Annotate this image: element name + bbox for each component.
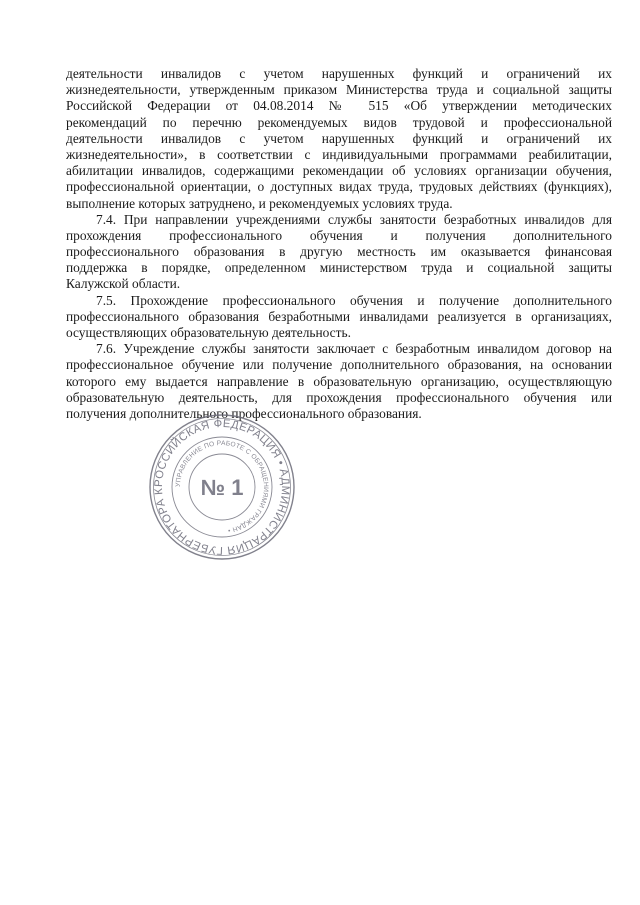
- paragraph-7-3-line: жизнедеятельности, утвержденным приказом Министерства труда и социальной защиты: [66, 82, 612, 98]
- paragraph-7-3-line: Российской Федерации от 04.08.2014 № 515 «Об утверждении методических: [66, 98, 612, 114]
- paragraph-7-3-line: жизнедеятельности», в соответствии с индивидуальными программами реабилитации,: [66, 146, 612, 162]
- document-body: [66, 66, 612, 422]
- paragraph-7-4-line: Калужской области.: [66, 276, 181, 292]
- stamp-number: № 1: [200, 475, 244, 500]
- paragraph-7-6-line: которого ему выдается направление в образовательную организацию, осуществляющую: [66, 373, 612, 389]
- paragraph-7-4-line: прохождения профессионального обучения и получения дополнительного: [66, 227, 612, 243]
- official-stamp: [147, 412, 297, 562]
- paragraph-7-5-line: профессионального образования безработными инвалидами реализуется в организациях,: [66, 308, 612, 324]
- paragraph-7-4-line: профессионального образования в другую местность им оказывается финансовая: [66, 244, 612, 260]
- paragraph-7-5-line: осуществляющих образовательную деятельность.: [66, 325, 351, 340]
- paragraph-7-6-line: профессиональное обучение или получение дополнительного образования, на основании: [66, 357, 612, 373]
- paragraph-7-3-line: деятельности инвалидов с учетом нарушенных функций и ограничений их: [66, 130, 612, 146]
- paragraph-7-4-line: 7.4. При направлении учреждениями службы занятости безработных инвалидов для: [96, 211, 612, 227]
- paragraph-7-6-line: получения дополнительного профессионального образования.: [66, 405, 422, 421]
- paragraph-7-3-line: абилитации инвалидов, содержащими рекомендации об условиях организации обучения,: [66, 163, 612, 179]
- stamp-inner-text: УПРАВЛЕНИЕ ПО РАБОТЕ С ОБРАЩЕНИЯМИ ГРАЖДАН •: [174, 439, 270, 534]
- paragraph-7-3-line: выполнение которых затруднено, и рекомендуемых условиях труда.: [66, 195, 453, 211]
- paragraph-7-4-line: поддержка в порядке, определенном министерством труда и социальной защиты: [66, 260, 612, 276]
- stamp-outer-text: РОССИЙСКАЯ ФЕДЕРАЦИЯ • АДМИНИСТРАЦИЯ ГУБЕРНАТОРА К: [152, 417, 292, 557]
- paragraph-7-3-line: деятельности инвалидов с учетом нарушенных функций и ограничений их: [66, 66, 612, 81]
- paragraph-7-3-line: рекомендаций по перечню рекомендуемых видов трудовой и профессиональной: [66, 114, 612, 130]
- paragraph-7-6-line: 7.6. Учреждение службы занятости заключает с безработным инвалидом договор на: [96, 341, 612, 357]
- paragraph-7-6-line: образовательную деятельность, для прохождения профессионального обучения или: [66, 389, 612, 405]
- paragraph-7-3-line: профессиональной ориентации, о доступных видах труда, трудовых действиях (функциях),: [66, 179, 612, 195]
- paragraph-7-5-line: 7.5. Прохождение профессионального обучения и получение дополнительного: [96, 292, 612, 308]
- stamp-seal-icon: [147, 412, 297, 562]
